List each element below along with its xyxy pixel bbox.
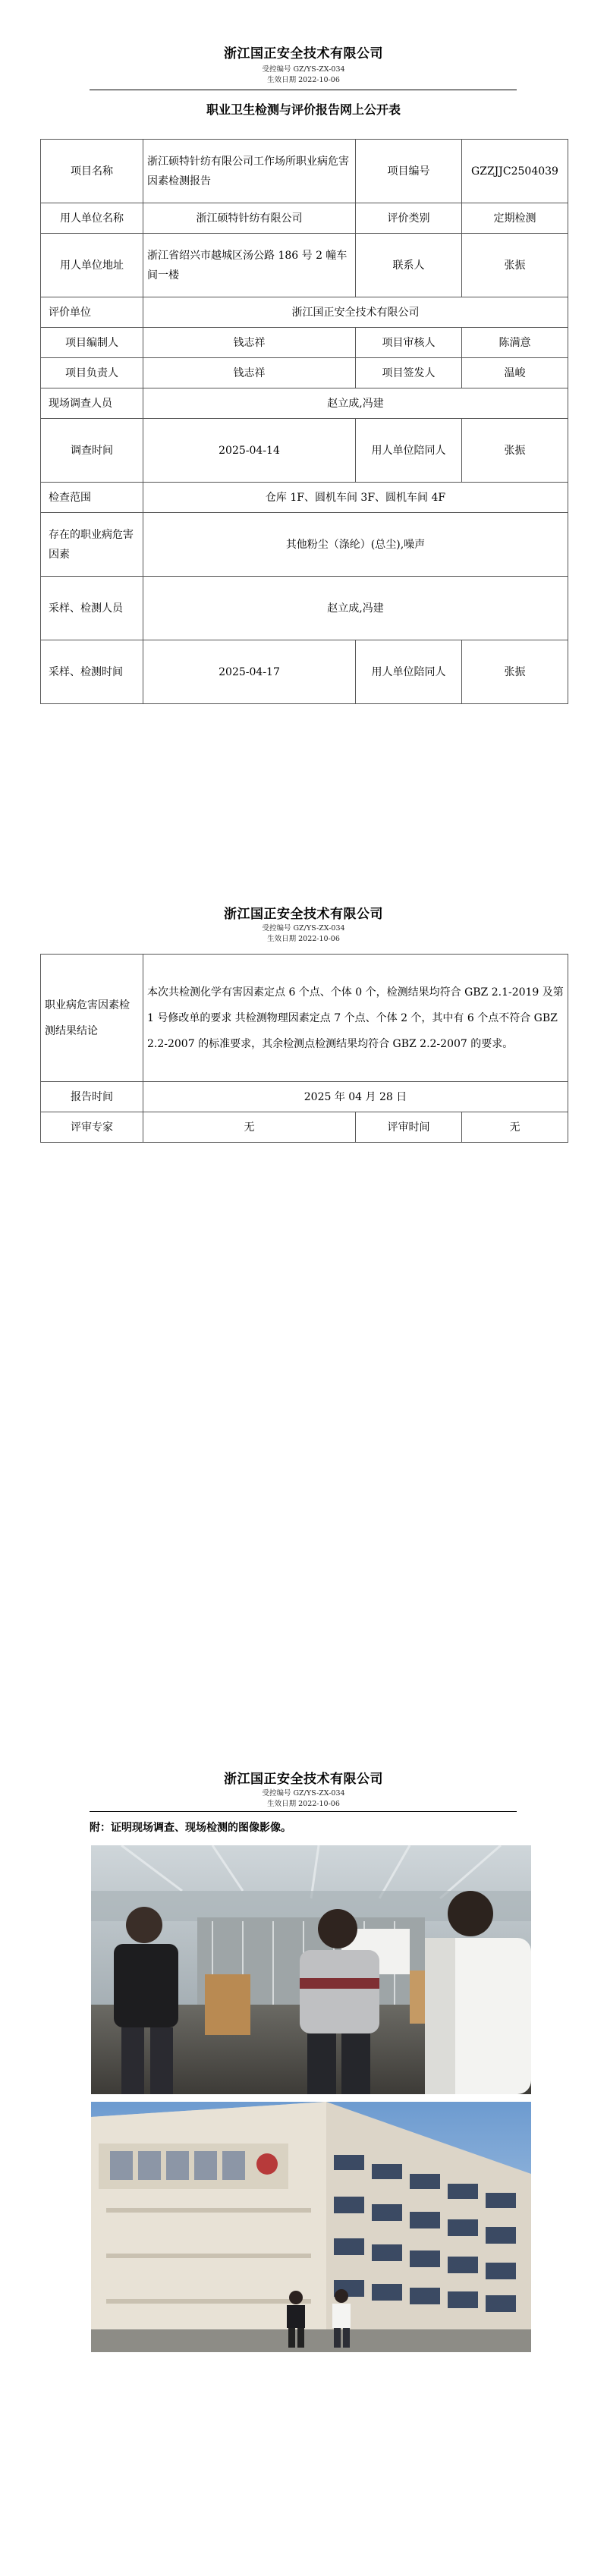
address-value: 浙江省绍兴市越城区汤公路 186 号 2 幢车间一楼 (143, 234, 356, 297)
table-row (41, 1112, 568, 1143)
accompany2-label: 用人单位陪同人 (356, 640, 462, 704)
survey-time-value: 2025-04-14 (143, 419, 356, 483)
table-row (41, 483, 568, 513)
contact-value: 张振 (462, 234, 568, 297)
project-name-value: 浙江硕特针纺有限公司工作场所职业病危害因素检测报告 (143, 140, 356, 203)
accompany2-value: 张振 (462, 640, 568, 704)
document-title: 职业卫生检测与评价报告网上公开表 (206, 102, 401, 117)
expert-label: 评审专家 (41, 1112, 143, 1143)
project-no-label: 项目编号 (356, 140, 462, 203)
table-row (41, 513, 568, 577)
site-survey-image (91, 1845, 531, 2094)
expert-value: 无 (143, 1112, 356, 1143)
effective-date: 生效日期 2022-10-06 (267, 76, 340, 84)
project-name-label: 项目名称 (41, 140, 143, 203)
reviewer-value: 陈满意 (462, 328, 568, 358)
table-row (41, 577, 568, 640)
issuer-value: 温峻 (462, 358, 568, 388)
compiler-value: 钱志祥 (143, 328, 356, 358)
reviewer-label: 项目审核人 (356, 328, 462, 358)
header-rule (90, 1811, 517, 1812)
table-row (41, 388, 568, 419)
control-number: 受控编号 GZ/YS-ZX-034 (262, 1789, 345, 1798)
review-time-value: 无 (462, 1112, 568, 1143)
company-name: 浙江国正安全技术有限公司 (224, 1772, 383, 1787)
eval-unit-label: 评价单位 (41, 297, 143, 328)
employer-label: 用人单位名称 (41, 203, 143, 234)
table-row (41, 140, 568, 203)
sampler-label: 采样、检测人员 (41, 577, 143, 640)
company-name: 浙江国正安全技术有限公司 (224, 46, 383, 61)
accompany-label: 用人单位陪同人 (356, 419, 462, 483)
page-1 (0, 0, 607, 835)
table-row (41, 203, 568, 234)
page-2 (0, 873, 607, 1707)
hazards-label: 存在的职业病危害因素 (41, 513, 143, 577)
table-row (41, 328, 568, 358)
building-image (91, 2102, 531, 2352)
issuer-label: 项目签发人 (356, 358, 462, 388)
review-time-label: 评审时间 (356, 1112, 462, 1143)
leader-label: 项目负责人 (41, 358, 143, 388)
conclusion-table (40, 954, 568, 1143)
site-building-photo (91, 2102, 531, 2352)
page-3 (0, 1730, 607, 2576)
report-time-value: 2025 年 04 月 28 日 (143, 1082, 568, 1112)
surveyor-label: 现场调查人员 (41, 388, 143, 419)
eval-type-label: 评价类别 (356, 203, 462, 234)
eval-type-value: 定期检测 (462, 203, 568, 234)
hazards-value: 其他粉尘（涤纶）(总尘),噪声 (143, 513, 568, 577)
table-row (41, 955, 568, 1082)
sampler-value: 赵立成,冯建 (143, 577, 568, 640)
survey-time-label: 调查时间 (41, 419, 143, 483)
employer-value: 浙江硕特针纺有限公司 (143, 203, 356, 234)
site-survey-photo (91, 1845, 531, 2094)
effective-date: 生效日期 2022-10-06 (267, 1800, 340, 1808)
table-row (41, 234, 568, 297)
scope-label: 检查范围 (41, 483, 143, 513)
surveyor-value: 赵立成,冯建 (143, 388, 568, 419)
conclusion-value: 本次共检测化学有害因素定点 6 个点、个体 0 个，检测结果均符合 GBZ 2.1-2019 及第 1 号修改单的要求 共检测物理因素定点 7 个点、个体 2 个，其中有 6 个点不符合 GBZ 2.2-2007 的标准要求，其余检测点检测结果均符合 GBZ 2.2-2007 的要求。 (143, 955, 568, 1082)
accompany-value: 张振 (462, 419, 568, 483)
company-name: 浙江国正安全技术有限公司 (224, 907, 383, 922)
control-number: 受控编号 GZ/YS-ZX-034 (262, 924, 345, 933)
table-row (41, 640, 568, 704)
eval-unit-value: 浙江国正安全技术有限公司 (143, 297, 568, 328)
scope-value: 仓库 1F、圆机车间 3F、圆机车间 4F (143, 483, 568, 513)
disclosure-table (40, 139, 568, 704)
table-row (41, 1082, 568, 1112)
leader-value: 钱志祥 (143, 358, 356, 388)
table-row (41, 297, 568, 328)
report-time-label: 报告时间 (41, 1082, 143, 1112)
control-number: 受控编号 GZ/YS-ZX-034 (262, 65, 345, 74)
sample-time-label: 采样、检测时间 (41, 640, 143, 704)
address-label: 用人单位地址 (41, 234, 143, 297)
compiler-label: 项目编制人 (41, 328, 143, 358)
table-row (41, 419, 568, 483)
project-no-value: GZZJJC2504039 (462, 140, 568, 203)
conclusion-label: 职业病危害因素检测结果结论 (41, 955, 143, 1082)
sample-time-value: 2025-04-17 (143, 640, 356, 704)
table-row (41, 358, 568, 388)
contact-label: 联系人 (356, 234, 462, 297)
effective-date: 生效日期 2022-10-06 (267, 935, 340, 943)
attachment-note: 附：证明现场调查、现场检测的图像影像。 (90, 1822, 291, 1834)
